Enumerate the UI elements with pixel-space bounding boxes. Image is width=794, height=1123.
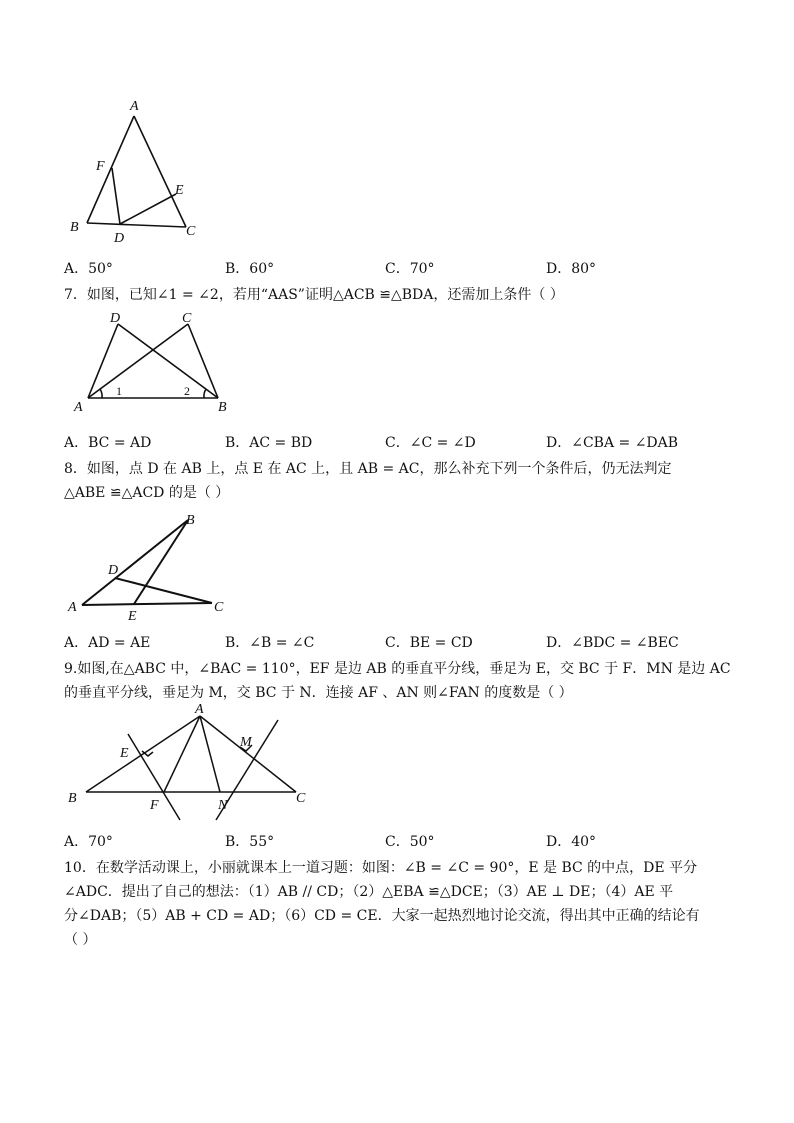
label-B: B bbox=[218, 400, 227, 415]
label-B: B bbox=[68, 791, 77, 806]
q8-option-a[interactable]: A．AD = AE bbox=[64, 635, 151, 651]
q7-option-d[interactable]: D．∠CBA = ∠DAB bbox=[546, 435, 679, 451]
label-C: C bbox=[182, 311, 192, 326]
label-N: N bbox=[218, 798, 228, 813]
q6-option-d[interactable]: D．80° bbox=[546, 261, 597, 277]
label-F: F bbox=[96, 159, 105, 174]
figure-q9 bbox=[60, 700, 330, 825]
label-M: M bbox=[240, 735, 252, 750]
angle-label-1: 1 bbox=[116, 384, 122, 398]
q6-option-c[interactable]: C．70° bbox=[385, 261, 435, 277]
label-D: D bbox=[108, 563, 119, 578]
figure-q6 bbox=[60, 90, 210, 250]
q8-stem-line1: 8．如图，点 D 在 AB 上，点 E 在 AC 上，且 AB = AC，那么补充下列一个条件后，仍无法判定 bbox=[64, 461, 672, 477]
label-C: C bbox=[186, 224, 196, 239]
label-E: E bbox=[128, 609, 137, 624]
q6-option-b[interactable]: B．60° bbox=[225, 261, 275, 277]
q10-line3: 分∠DAB；（5）AB + CD = AD；（6）CD = CE．大家一起热烈地讨论交流，得出其中正确的结论有 bbox=[64, 908, 700, 924]
q10-line1: 10．在数学活动课上，小丽就课本上一道习题：如图：∠B = ∠C = 90°，E 是 BC 的中点，DE 平分 bbox=[64, 860, 698, 876]
q7-stem: 7．如图，已知∠1 = ∠2，若用“AAS”证明△ACB ≌△BDA，还需加上条件（ ） bbox=[64, 287, 564, 303]
q8-stem-line2: △ABE ≌△ACD 的是（ ） bbox=[64, 485, 230, 501]
label-D: D bbox=[110, 311, 121, 326]
q9-stem-line2: 的垂直平分线，垂足为 M，交 BC 于 N．连接 AF 、AN 则∠FAN 的度数是（ ） bbox=[64, 685, 573, 701]
q8-option-d[interactable]: D．∠BDC = ∠BEC bbox=[546, 635, 679, 651]
label-C: C bbox=[296, 791, 306, 806]
q10-line4: （ ） bbox=[64, 932, 97, 948]
q7-option-a[interactable]: A．BC = AD bbox=[64, 435, 152, 451]
q9-option-b[interactable]: B．55° bbox=[225, 834, 275, 850]
label-B: B bbox=[186, 513, 195, 528]
label-F: F bbox=[150, 798, 159, 813]
figure-q7 bbox=[70, 308, 240, 418]
label-A: A bbox=[195, 702, 204, 717]
label-C: C bbox=[214, 600, 224, 615]
q7-option-c[interactable]: C．∠C = ∠D bbox=[385, 435, 476, 451]
figure-q8 bbox=[62, 508, 242, 626]
q7-option-b[interactable]: B．AC = BD bbox=[225, 435, 313, 451]
q9-option-d[interactable]: D．40° bbox=[546, 834, 597, 850]
label-D: D bbox=[114, 231, 125, 246]
q9-option-a[interactable]: A．70° bbox=[64, 834, 113, 850]
q9-stem-line1: 9.如图,在△ABC 中，∠BAC = 110°，EF 是边 AB 的垂直平分线，垂足为 E，交 BC 于 F．MN 是边 AC bbox=[64, 661, 731, 677]
label-E: E bbox=[120, 746, 129, 761]
q8-option-b[interactable]: B．∠B = ∠C bbox=[225, 635, 315, 651]
label-E: E bbox=[175, 183, 184, 198]
label-B: B bbox=[70, 220, 79, 235]
label-A: A bbox=[74, 400, 83, 415]
q9-option-c[interactable]: C．50° bbox=[385, 834, 435, 850]
q10-line2: ∠ADC．提出了自己的想法：（1）AB // CD；（2）△EBA ≌△DCE；（3）AE ⊥ DE；（4）AE 平 bbox=[64, 884, 674, 900]
angle-label-2: 2 bbox=[184, 384, 190, 398]
label-A: A bbox=[130, 99, 139, 114]
label-A: A bbox=[68, 600, 77, 615]
q6-option-a[interactable]: A．50° bbox=[64, 261, 113, 277]
q8-option-c[interactable]: C．BE = CD bbox=[385, 635, 473, 651]
